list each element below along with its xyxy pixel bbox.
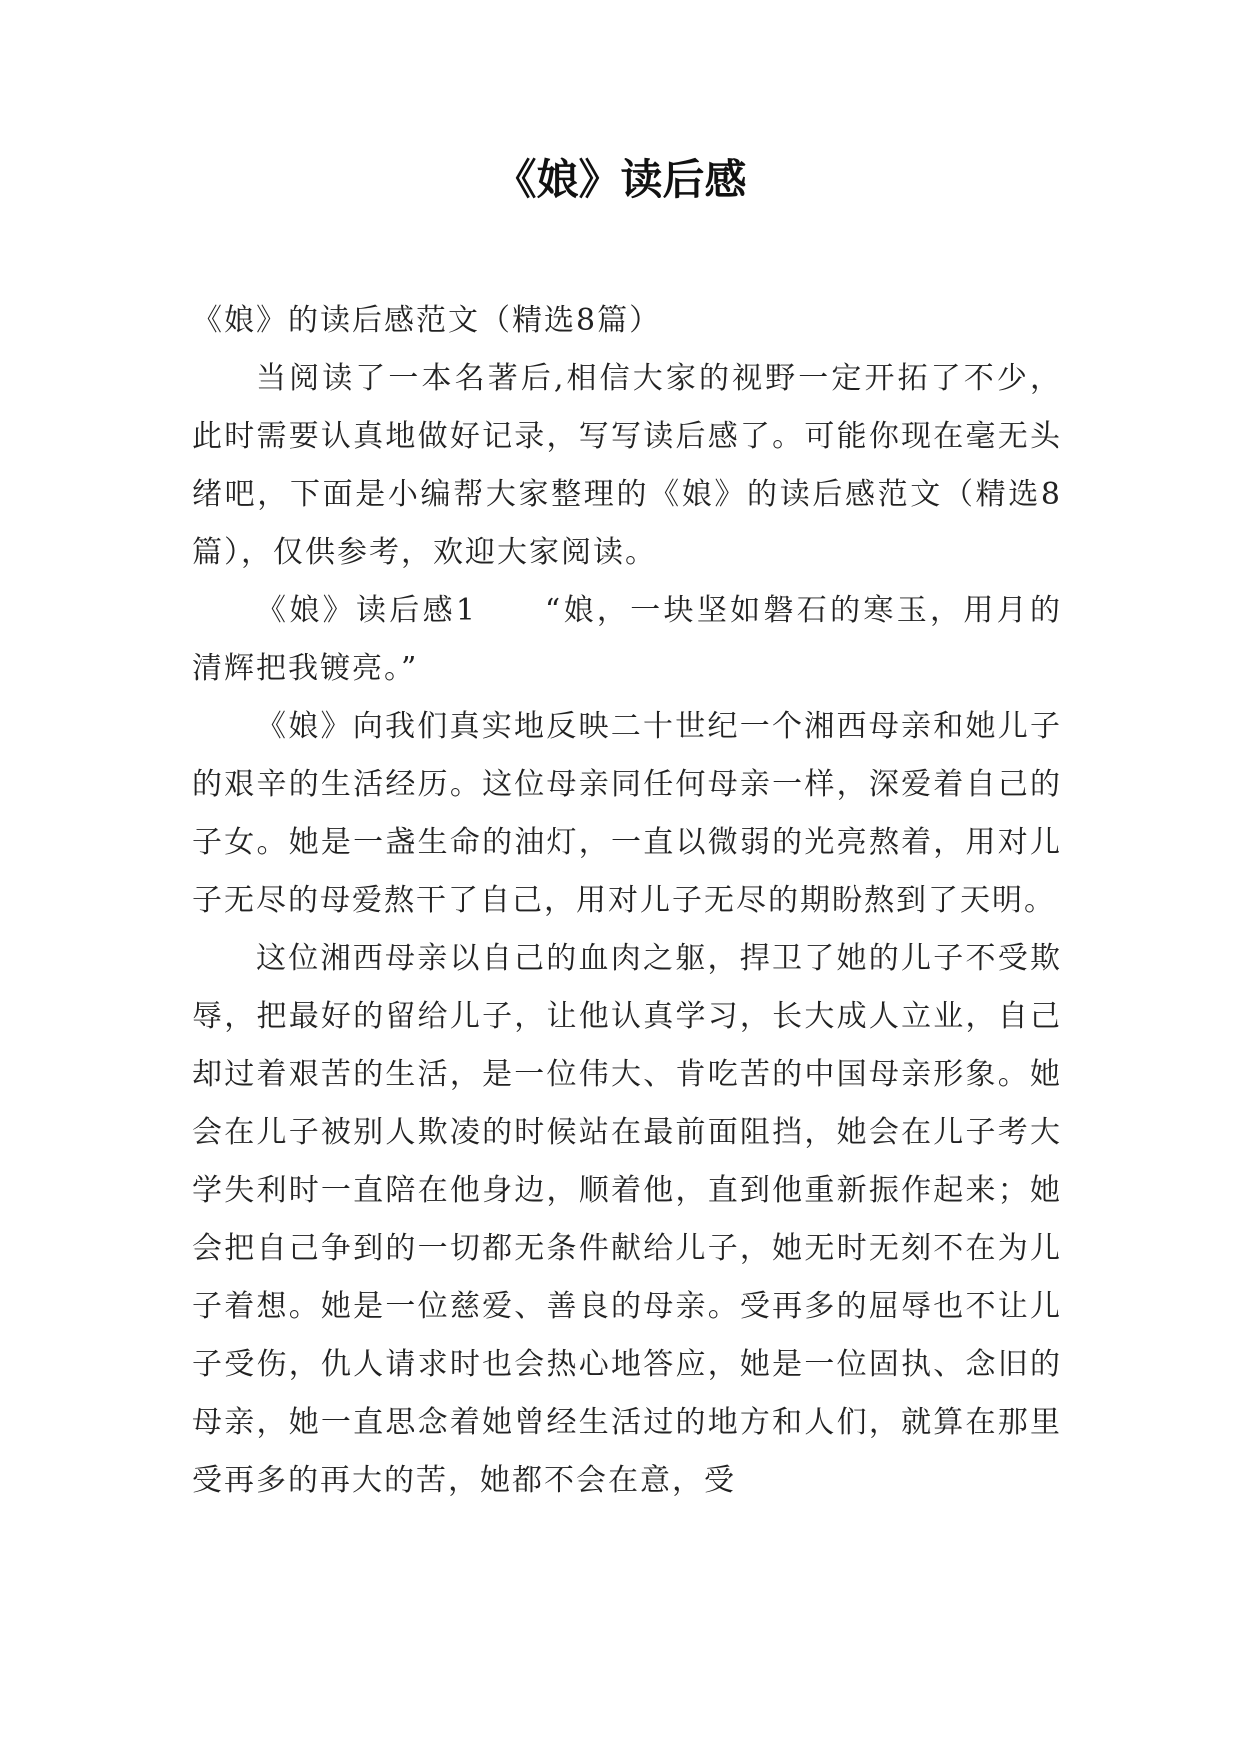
paragraph-mother: 这位湘西母亲以自己的血肉之躯，捍卫了她的儿子不受欺辱，把最好的留给儿子，让他认真学习，长大成人立业，自己却过着艰苦的生活，是一位伟大、肯吃苦的中国母亲形象。她会在儿子被别人欺凌的时候站在最前面阻挡，她会在儿子考大学失利时一直陪在他身边，顺着他，直到他重新振作起来；她会把自己争到的一切都无条件献给儿子，她无时无刻不在为儿子着想。她是一位慈爱、善良的母亲。受再多的屈辱也不让儿子受伤，仇人请求时也会热心地答应，她是一位固执、念旧的母亲，她一直思念着她曾经生活过的地方和人们，就算在那里受再多的再大的苦，她都不会在意，受 — [192, 941, 1062, 1498]
paragraph-summary: 《娘》向我们真实地反映二十世纪一个湘西母亲和她儿子的艰辛的生活经历。这位母亲同任何母亲一样，深爱着自己的子女。她是一盏生命的油灯，一直以微弱的光亮熬着，用对儿子无尽的母爱熬干了自己，用对儿子无尽的期盼熬到了天明。 — [192, 709, 1062, 918]
document-subtitle: 《娘》的读后感范文（精选8篇） — [192, 303, 662, 338]
document-body — [192, 292, 1062, 1510]
paragraph-intro: 当阅读了一本名著后,相信大家的视野一定开拓了不少，此时需要认真地做好记录，写写读后感了。可能你现在毫无头绪吧，下面是小编帮大家整理的《娘》的读后感范文（精选8篇），仅供参考，欢迎大家阅读。 — [192, 361, 1062, 570]
document-title: 《娘》读后感 — [494, 155, 747, 204]
paragraph-essay1-heading: 《娘》读后感1 “娘，一块坚如磐石的寒玉，用月的清辉把我镀亮。” — [192, 593, 1062, 686]
